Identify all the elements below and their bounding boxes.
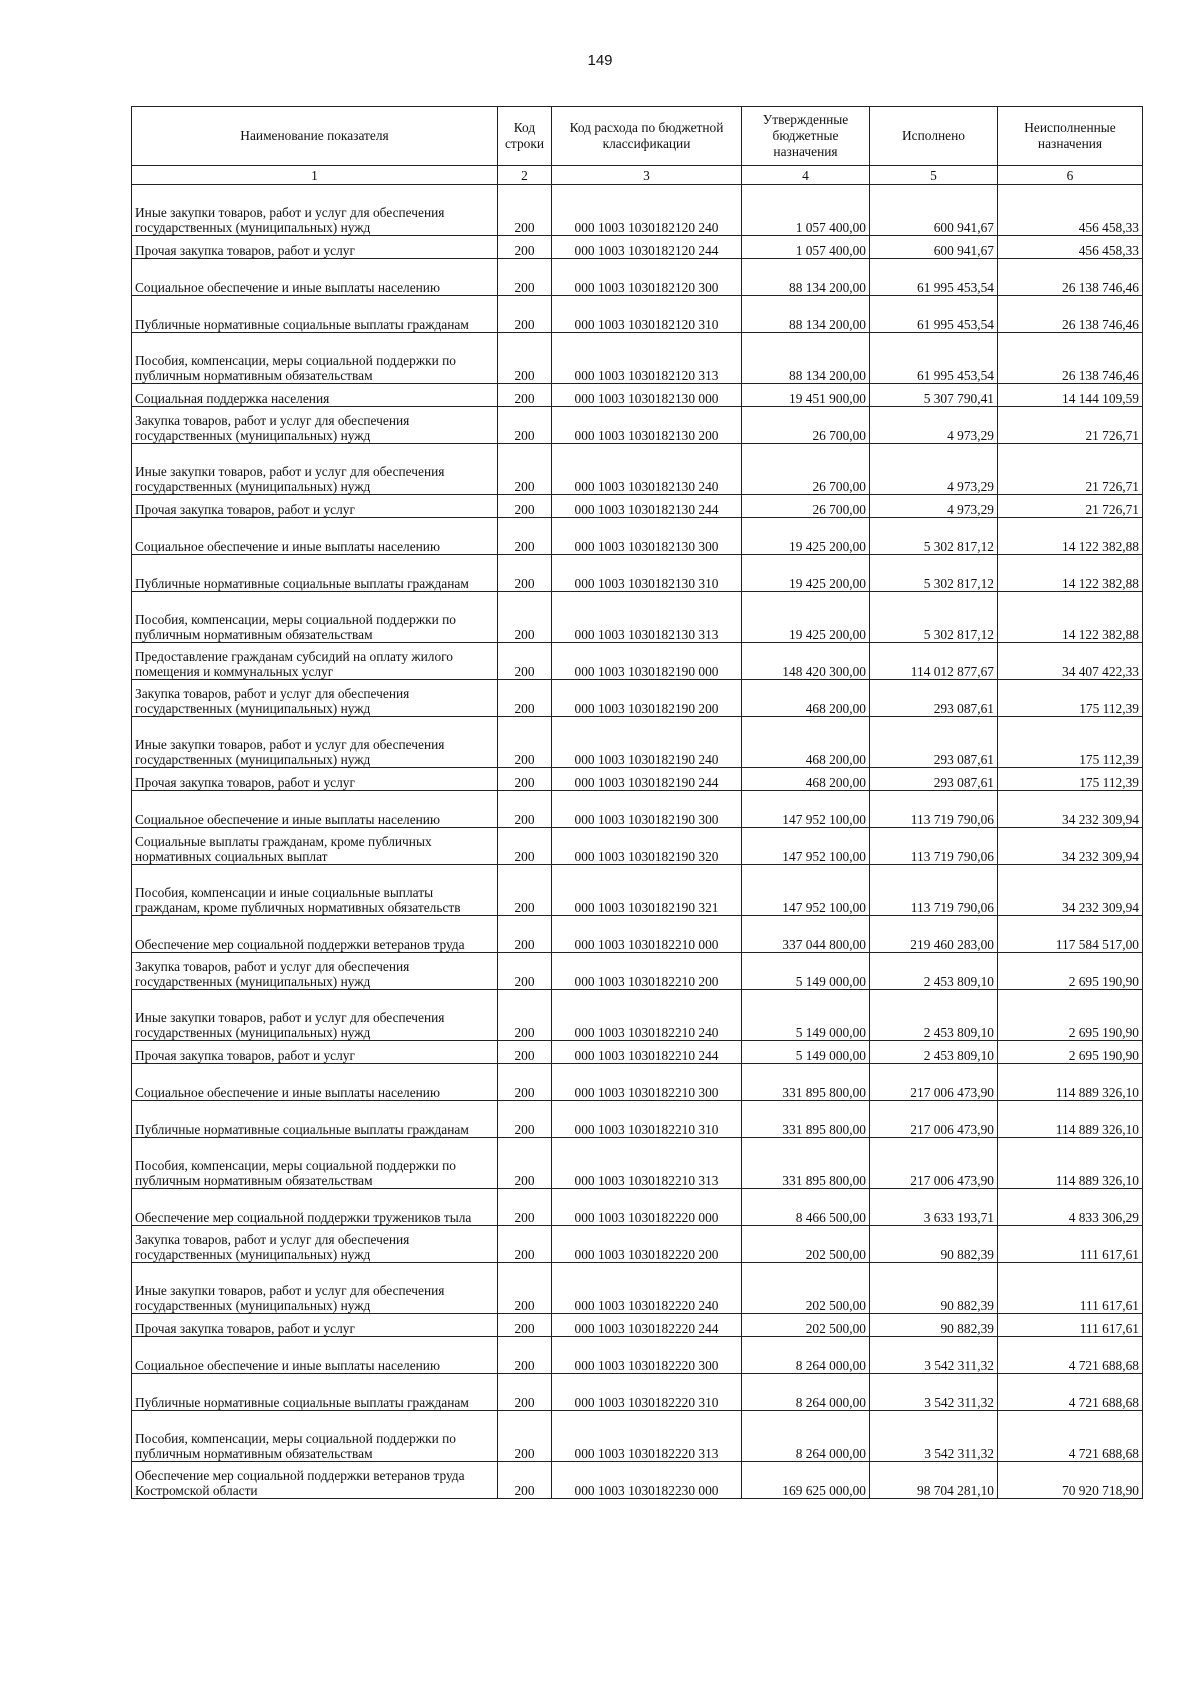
table-row — [132, 444, 1143, 495]
header-name: Наименование показателя — [132, 107, 498, 166]
row-expense-code-cell: 000 1003 1030182120 244 — [552, 236, 742, 259]
row-unexecuted-cell: 26 138 746,46 — [998, 296, 1143, 333]
row-line-code-cell: 200 — [498, 1226, 552, 1263]
row-unexecuted-cell: 34 407 422,33 — [998, 643, 1143, 680]
row-unexecuted-cell: 114 889 326,10 — [998, 1101, 1143, 1138]
row-expense-code-cell: 000 1003 1030182210 000 — [552, 916, 742, 953]
row-executed-cell: 3 633 193,71 — [870, 1189, 998, 1226]
table-row — [132, 1226, 1143, 1263]
row-line-code-cell: 200 — [498, 185, 552, 236]
column-number: 5 — [870, 166, 998, 185]
row-approved-cell: 26 700,00 — [742, 495, 870, 518]
row-name-cell: Пособия, компенсации, меры социальной поддержки по публичным нормативным обязательствам — [132, 333, 498, 384]
row-name-cell: Закупка товаров, работ и услуг для обеспечения государственных (муниципальных) нужд — [132, 1226, 498, 1263]
row-unexecuted-cell: 175 112,39 — [998, 717, 1143, 768]
row-line-code-cell: 200 — [498, 1411, 552, 1462]
table-row — [132, 384, 1143, 407]
row-executed-cell: 5 302 817,12 — [870, 555, 998, 592]
row-expense-code-cell: 000 1003 1030182190 240 — [552, 717, 742, 768]
row-approved-cell: 8 466 500,00 — [742, 1189, 870, 1226]
row-line-code-cell: 200 — [498, 791, 552, 828]
row-executed-cell: 3 542 311,32 — [870, 1374, 998, 1411]
row-name-cell: Иные закупки товаров, работ и услуг для обеспечения государственных (муниципальных) нужд — [132, 990, 498, 1041]
row-approved-cell: 19 425 200,00 — [742, 592, 870, 643]
row-executed-cell: 3 542 311,32 — [870, 1337, 998, 1374]
table-row — [132, 1411, 1143, 1462]
row-executed-cell: 3 542 311,32 — [870, 1411, 998, 1462]
row-expense-code-cell: 000 1003 1030182120 240 — [552, 185, 742, 236]
row-executed-cell: 98 704 281,10 — [870, 1462, 998, 1499]
row-approved-cell: 88 134 200,00 — [742, 259, 870, 296]
table-row — [132, 1138, 1143, 1189]
row-approved-cell: 26 700,00 — [742, 407, 870, 444]
table-row — [132, 518, 1143, 555]
row-unexecuted-cell: 26 138 746,46 — [998, 333, 1143, 384]
row-line-code-cell: 200 — [498, 953, 552, 990]
row-approved-cell: 468 200,00 — [742, 768, 870, 791]
row-name-cell: Обеспечение мер социальной поддержки тружеников тыла — [132, 1189, 498, 1226]
row-line-code-cell: 200 — [498, 1374, 552, 1411]
header-row — [132, 107, 1143, 166]
row-executed-cell: 4 973,29 — [870, 407, 998, 444]
row-line-code-cell: 200 — [498, 717, 552, 768]
row-name-cell: Обеспечение мер социальной поддержки ветеранов труда Костромской области — [132, 1462, 498, 1499]
row-unexecuted-cell: 2 695 190,90 — [998, 953, 1143, 990]
row-line-code-cell: 200 — [498, 518, 552, 555]
row-line-code-cell: 200 — [498, 768, 552, 791]
row-unexecuted-cell: 111 617,61 — [998, 1263, 1143, 1314]
row-line-code-cell: 200 — [498, 1041, 552, 1064]
row-expense-code-cell: 000 1003 1030182190 320 — [552, 828, 742, 865]
row-executed-cell: 114 012 877,67 — [870, 643, 998, 680]
row-name-cell: Прочая закупка товаров, работ и услуг — [132, 495, 498, 518]
row-unexecuted-cell: 4 721 688,68 — [998, 1411, 1143, 1462]
table-row — [132, 185, 1143, 236]
row-name-cell: Обеспечение мер социальной поддержки ветеранов труда — [132, 916, 498, 953]
row-line-code-cell: 200 — [498, 236, 552, 259]
row-name-cell: Социальное обеспечение и иные выплаты населению — [132, 518, 498, 555]
row-line-code-cell: 200 — [498, 259, 552, 296]
header-expense-code: Код расхода по бюджетной классификации — [552, 107, 742, 166]
row-executed-cell: 2 453 809,10 — [870, 953, 998, 990]
row-approved-cell: 331 895 800,00 — [742, 1064, 870, 1101]
row-line-code-cell: 200 — [498, 384, 552, 407]
row-executed-cell: 217 006 473,90 — [870, 1138, 998, 1189]
table-row — [132, 643, 1143, 680]
row-name-cell: Социальное обеспечение и иные выплаты населению — [132, 1064, 498, 1101]
row-line-code-cell: 200 — [498, 1314, 552, 1337]
row-unexecuted-cell: 14 122 382,88 — [998, 592, 1143, 643]
row-line-code-cell: 200 — [498, 916, 552, 953]
row-executed-cell: 2 453 809,10 — [870, 990, 998, 1041]
row-name-cell: Социальные выплаты гражданам, кроме публичных нормативных социальных выплат — [132, 828, 498, 865]
row-executed-cell: 5 302 817,12 — [870, 592, 998, 643]
row-line-code-cell: 200 — [498, 333, 552, 384]
row-executed-cell: 90 882,39 — [870, 1314, 998, 1337]
row-expense-code-cell: 000 1003 1030182220 310 — [552, 1374, 742, 1411]
row-line-code-cell: 200 — [498, 828, 552, 865]
table-row — [132, 953, 1143, 990]
row-executed-cell: 5 307 790,41 — [870, 384, 998, 407]
row-approved-cell: 8 264 000,00 — [742, 1374, 870, 1411]
row-executed-cell: 2 453 809,10 — [870, 1041, 998, 1064]
table-row — [132, 717, 1143, 768]
row-approved-cell: 468 200,00 — [742, 680, 870, 717]
table-row — [132, 1064, 1143, 1101]
table-body — [132, 185, 1143, 1499]
table-row — [132, 1189, 1143, 1226]
row-expense-code-cell: 000 1003 1030182130 300 — [552, 518, 742, 555]
row-unexecuted-cell: 456 458,33 — [998, 236, 1143, 259]
table-row — [132, 407, 1143, 444]
row-expense-code-cell: 000 1003 1030182130 000 — [552, 384, 742, 407]
row-approved-cell: 337 044 800,00 — [742, 916, 870, 953]
row-line-code-cell: 200 — [498, 1189, 552, 1226]
row-approved-cell: 147 952 100,00 — [742, 791, 870, 828]
column-number: 1 — [132, 166, 498, 185]
row-unexecuted-cell: 111 617,61 — [998, 1226, 1143, 1263]
row-approved-cell: 26 700,00 — [742, 444, 870, 495]
row-approved-cell: 468 200,00 — [742, 717, 870, 768]
row-executed-cell: 90 882,39 — [870, 1226, 998, 1263]
table-row — [132, 333, 1143, 384]
row-line-code-cell: 200 — [498, 296, 552, 333]
row-name-cell: Публичные нормативные социальные выплаты гражданам — [132, 555, 498, 592]
row-unexecuted-cell: 2 695 190,90 — [998, 990, 1143, 1041]
row-name-cell: Пособия, компенсации, меры социальной поддержки по публичным нормативным обязательствам — [132, 1138, 498, 1189]
row-name-cell: Социальная поддержка населения — [132, 384, 498, 407]
row-expense-code-cell: 000 1003 1030182190 200 — [552, 680, 742, 717]
row-expense-code-cell: 000 1003 1030182130 313 — [552, 592, 742, 643]
row-approved-cell: 147 952 100,00 — [742, 865, 870, 916]
row-name-cell: Иные закупки товаров, работ и услуг для обеспечения государственных (муниципальных) нужд — [132, 1263, 498, 1314]
table-row — [132, 828, 1143, 865]
row-executed-cell: 4 973,29 — [870, 444, 998, 495]
table-row — [132, 1263, 1143, 1314]
row-approved-cell: 169 625 000,00 — [742, 1462, 870, 1499]
row-line-code-cell: 200 — [498, 1263, 552, 1314]
row-unexecuted-cell: 4 721 688,68 — [998, 1374, 1143, 1411]
table-row — [132, 1374, 1143, 1411]
row-line-code-cell: 200 — [498, 680, 552, 717]
table-row — [132, 1462, 1143, 1499]
column-number-row — [132, 166, 1143, 185]
row-expense-code-cell: 000 1003 1030182190 244 — [552, 768, 742, 791]
row-name-cell: Публичные нормативные социальные выплаты гражданам — [132, 1101, 498, 1138]
row-line-code-cell: 200 — [498, 407, 552, 444]
row-unexecuted-cell: 2 695 190,90 — [998, 1041, 1143, 1064]
row-approved-cell: 202 500,00 — [742, 1314, 870, 1337]
row-executed-cell: 293 087,61 — [870, 680, 998, 717]
row-unexecuted-cell: 4 833 306,29 — [998, 1189, 1143, 1226]
row-approved-cell: 147 952 100,00 — [742, 828, 870, 865]
row-expense-code-cell: 000 1003 1030182220 244 — [552, 1314, 742, 1337]
row-approved-cell: 88 134 200,00 — [742, 296, 870, 333]
row-name-cell: Прочая закупка товаров, работ и услуг — [132, 1041, 498, 1064]
header-approved: Утвержденные бюджетные назначения — [742, 107, 870, 166]
row-expense-code-cell: 000 1003 1030182190 000 — [552, 643, 742, 680]
row-expense-code-cell: 000 1003 1030182220 200 — [552, 1226, 742, 1263]
row-line-code-cell: 200 — [498, 1337, 552, 1374]
row-approved-cell: 5 149 000,00 — [742, 990, 870, 1041]
row-executed-cell: 293 087,61 — [870, 717, 998, 768]
row-unexecuted-cell: 175 112,39 — [998, 680, 1143, 717]
row-executed-cell: 113 719 790,06 — [870, 828, 998, 865]
row-unexecuted-cell: 34 232 309,94 — [998, 791, 1143, 828]
row-expense-code-cell: 000 1003 1030182130 310 — [552, 555, 742, 592]
row-expense-code-cell: 000 1003 1030182220 000 — [552, 1189, 742, 1226]
row-expense-code-cell: 000 1003 1030182210 300 — [552, 1064, 742, 1101]
row-line-code-cell: 200 — [498, 1138, 552, 1189]
row-unexecuted-cell: 21 726,71 — [998, 407, 1143, 444]
table-row — [132, 495, 1143, 518]
table-row — [132, 768, 1143, 791]
table-row — [132, 1041, 1143, 1064]
row-name-cell: Прочая закупка товаров, работ и услуг — [132, 768, 498, 791]
row-line-code-cell: 200 — [498, 495, 552, 518]
column-number: 6 — [998, 166, 1143, 185]
row-approved-cell: 202 500,00 — [742, 1263, 870, 1314]
row-approved-cell: 148 420 300,00 — [742, 643, 870, 680]
row-line-code-cell: 200 — [498, 555, 552, 592]
row-approved-cell: 5 149 000,00 — [742, 953, 870, 990]
row-line-code-cell: 200 — [498, 643, 552, 680]
table-row — [132, 680, 1143, 717]
row-expense-code-cell: 000 1003 1030182220 300 — [552, 1337, 742, 1374]
row-expense-code-cell: 000 1003 1030182130 200 — [552, 407, 742, 444]
row-expense-code-cell: 000 1003 1030182230 000 — [552, 1462, 742, 1499]
row-executed-cell: 217 006 473,90 — [870, 1064, 998, 1101]
header-executed: Исполнено — [870, 107, 998, 166]
row-name-cell: Пособия, компенсации и иные социальные выплаты гражданам, кроме публичных нормативных обязательств — [132, 865, 498, 916]
table-row — [132, 259, 1143, 296]
row-line-code-cell: 200 — [498, 865, 552, 916]
row-expense-code-cell: 000 1003 1030182210 244 — [552, 1041, 742, 1064]
row-executed-cell: 113 719 790,06 — [870, 791, 998, 828]
table-row — [132, 236, 1143, 259]
row-expense-code-cell: 000 1003 1030182130 244 — [552, 495, 742, 518]
row-name-cell: Социальное обеспечение и иные выплаты населению — [132, 1337, 498, 1374]
header-line-code: Код строки — [498, 107, 552, 166]
table-row — [132, 296, 1143, 333]
row-name-cell: Пособия, компенсации, меры социальной поддержки по публичным нормативным обязательствам — [132, 1411, 498, 1462]
row-name-cell: Публичные нормативные социальные выплаты гражданам — [132, 296, 498, 333]
row-executed-cell: 600 941,67 — [870, 236, 998, 259]
row-executed-cell: 219 460 283,00 — [870, 916, 998, 953]
row-expense-code-cell: 000 1003 1030182120 300 — [552, 259, 742, 296]
row-executed-cell: 600 941,67 — [870, 185, 998, 236]
header-unexecuted: Неисполненные назначения — [998, 107, 1143, 166]
column-number: 2 — [498, 166, 552, 185]
row-approved-cell: 5 149 000,00 — [742, 1041, 870, 1064]
row-name-cell: Социальное обеспечение и иные выплаты населению — [132, 259, 498, 296]
budget-table — [131, 106, 1143, 1499]
table-row — [132, 555, 1143, 592]
row-name-cell: Закупка товаров, работ и услуг для обеспечения государственных (муниципальных) нужд — [132, 680, 498, 717]
row-executed-cell: 217 006 473,90 — [870, 1101, 998, 1138]
row-unexecuted-cell: 175 112,39 — [998, 768, 1143, 791]
row-approved-cell: 331 895 800,00 — [742, 1138, 870, 1189]
row-line-code-cell: 200 — [498, 1462, 552, 1499]
row-unexecuted-cell: 14 144 109,59 — [998, 384, 1143, 407]
row-expense-code-cell: 000 1003 1030182220 313 — [552, 1411, 742, 1462]
row-line-code-cell: 200 — [498, 444, 552, 495]
row-expense-code-cell: 000 1003 1030182190 300 — [552, 791, 742, 828]
row-expense-code-cell: 000 1003 1030182210 200 — [552, 953, 742, 990]
row-name-cell: Закупка товаров, работ и услуг для обеспечения государственных (муниципальных) нужд — [132, 953, 498, 990]
row-executed-cell: 4 973,29 — [870, 495, 998, 518]
row-name-cell: Закупка товаров, работ и услуг для обеспечения государственных (муниципальных) нужд — [132, 407, 498, 444]
table-row — [132, 990, 1143, 1041]
row-unexecuted-cell: 21 726,71 — [998, 495, 1143, 518]
row-unexecuted-cell: 117 584 517,00 — [998, 916, 1143, 953]
row-name-cell: Публичные нормативные социальные выплаты гражданам — [132, 1374, 498, 1411]
row-executed-cell: 293 087,61 — [870, 768, 998, 791]
row-name-cell: Иные закупки товаров, работ и услуг для обеспечения государственных (муниципальных) нужд — [132, 717, 498, 768]
row-approved-cell: 1 057 400,00 — [742, 236, 870, 259]
row-expense-code-cell: 000 1003 1030182120 313 — [552, 333, 742, 384]
row-line-code-cell: 200 — [498, 1064, 552, 1101]
row-name-cell: Иные закупки товаров, работ и услуг для обеспечения государственных (муниципальных) нужд — [132, 444, 498, 495]
table-row — [132, 1314, 1143, 1337]
row-expense-code-cell: 000 1003 1030182120 310 — [552, 296, 742, 333]
row-unexecuted-cell: 111 617,61 — [998, 1314, 1143, 1337]
row-expense-code-cell: 000 1003 1030182210 310 — [552, 1101, 742, 1138]
row-unexecuted-cell: 456 458,33 — [998, 185, 1143, 236]
row-name-cell: Прочая закупка товаров, работ и услуг — [132, 1314, 498, 1337]
row-line-code-cell: 200 — [498, 990, 552, 1041]
row-name-cell: Прочая закупка товаров, работ и услуг — [132, 236, 498, 259]
table-row — [132, 916, 1143, 953]
row-approved-cell: 19 425 200,00 — [742, 555, 870, 592]
row-unexecuted-cell: 21 726,71 — [998, 444, 1143, 495]
table-row — [132, 1101, 1143, 1138]
row-executed-cell: 61 995 453,54 — [870, 333, 998, 384]
row-executed-cell: 61 995 453,54 — [870, 296, 998, 333]
row-executed-cell: 61 995 453,54 — [870, 259, 998, 296]
row-name-cell: Социальное обеспечение и иные выплаты населению — [132, 791, 498, 828]
row-executed-cell: 113 719 790,06 — [870, 865, 998, 916]
row-expense-code-cell: 000 1003 1030182220 240 — [552, 1263, 742, 1314]
row-approved-cell: 331 895 800,00 — [742, 1101, 870, 1138]
row-unexecuted-cell: 114 889 326,10 — [998, 1138, 1143, 1189]
column-number: 4 — [742, 166, 870, 185]
row-unexecuted-cell: 14 122 382,88 — [998, 518, 1143, 555]
table-row — [132, 1337, 1143, 1374]
row-expense-code-cell: 000 1003 1030182210 313 — [552, 1138, 742, 1189]
row-expense-code-cell: 000 1003 1030182190 321 — [552, 865, 742, 916]
table-row — [132, 791, 1143, 828]
row-name-cell: Предоставление гражданам субсидий на оплату жилого помещения и коммунальных услуг — [132, 643, 498, 680]
table-row — [132, 592, 1143, 643]
row-name-cell: Пособия, компенсации, меры социальной поддержки по публичным нормативным обязательствам — [132, 592, 498, 643]
row-line-code-cell: 200 — [498, 1101, 552, 1138]
row-unexecuted-cell: 114 889 326,10 — [998, 1064, 1143, 1101]
row-unexecuted-cell: 34 232 309,94 — [998, 828, 1143, 865]
row-line-code-cell: 200 — [498, 592, 552, 643]
row-unexecuted-cell: 14 122 382,88 — [998, 555, 1143, 592]
row-expense-code-cell: 000 1003 1030182210 240 — [552, 990, 742, 1041]
row-expense-code-cell: 000 1003 1030182130 240 — [552, 444, 742, 495]
row-unexecuted-cell: 4 721 688,68 — [998, 1337, 1143, 1374]
row-unexecuted-cell: 34 232 309,94 — [998, 865, 1143, 916]
row-executed-cell: 90 882,39 — [870, 1263, 998, 1314]
page-number: 149 — [587, 52, 613, 69]
row-name-cell: Иные закупки товаров, работ и услуг для обеспечения государственных (муниципальных) нужд — [132, 185, 498, 236]
column-number: 3 — [552, 166, 742, 185]
row-approved-cell: 88 134 200,00 — [742, 333, 870, 384]
row-approved-cell: 202 500,00 — [742, 1226, 870, 1263]
row-approved-cell: 1 057 400,00 — [742, 185, 870, 236]
row-approved-cell: 8 264 000,00 — [742, 1411, 870, 1462]
row-approved-cell: 19 425 200,00 — [742, 518, 870, 555]
row-unexecuted-cell: 70 920 718,90 — [998, 1462, 1143, 1499]
row-unexecuted-cell: 26 138 746,46 — [998, 259, 1143, 296]
row-approved-cell: 8 264 000,00 — [742, 1337, 870, 1374]
table-row — [132, 865, 1143, 916]
row-executed-cell: 5 302 817,12 — [870, 518, 998, 555]
row-approved-cell: 19 451 900,00 — [742, 384, 870, 407]
